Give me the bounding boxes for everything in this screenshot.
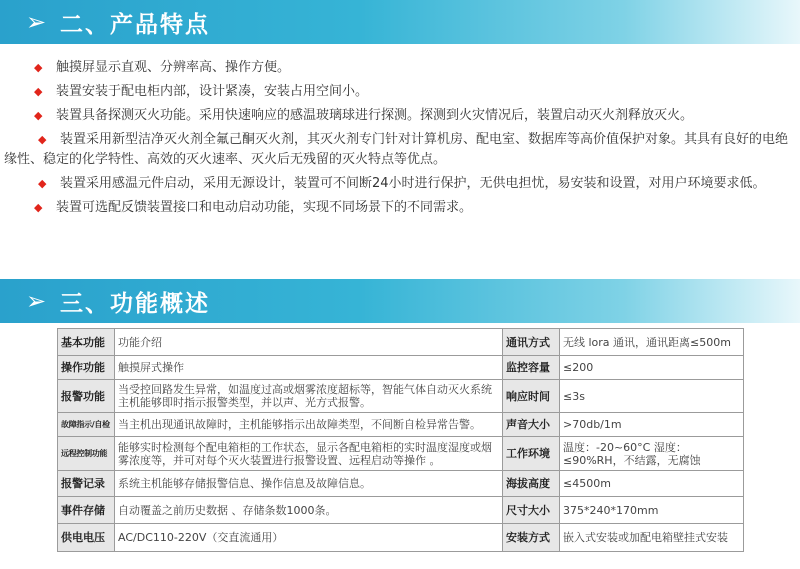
- section-banner-product-features: [0, 0, 800, 44]
- feature-item: ◆ 装置可选配反馈装置接口和电动启动功能，实现不同场景下的不同需求。: [0, 198, 800, 218]
- spec-value: >70db/1m: [560, 413, 744, 437]
- spec-key: 监控容量: [503, 356, 560, 380]
- feature-item: ◆ 装置采用感温元件启动，采用无源设计，装置可不间断24小时进行保护，无供电担忧，易安装和设置，对用户环境要求低。: [0, 174, 800, 194]
- spec-key: 报警记录: [58, 471, 115, 497]
- spec-value: 无线 lora 通讯，通讯距离≤500m: [560, 329, 744, 356]
- spec-key: 安装方式: [503, 524, 560, 552]
- spec-value: 嵌入式安装或加配电箱壁挂式安装: [560, 524, 744, 552]
- spec-value: ≤4500m: [560, 471, 744, 497]
- spec-key: 尺寸大小: [503, 497, 560, 524]
- spec-value: 触摸屏式操作: [115, 356, 503, 380]
- table-row: [58, 356, 744, 380]
- section-banner-function-overview: [0, 279, 800, 323]
- table-row: [58, 471, 744, 497]
- table-row: [58, 329, 744, 356]
- spec-key: 事件存储: [58, 497, 115, 524]
- spec-value: 系统主机能够存储报警信息、操作信息及故障信息。: [115, 471, 503, 497]
- diamond-bullet-icon: ◆: [34, 85, 43, 98]
- spec-value: 功能介绍: [115, 329, 503, 356]
- table-row: [58, 437, 744, 471]
- section-title: 三、功能概述: [60, 290, 210, 317]
- spec-value: ≤3s: [560, 380, 744, 413]
- feature-item: ◆ 装置采用新型洁净灭火剂全氟己酮灭火剂，其灭火剂专门针对计算机房、配电室、数据库等高价值保护对象。其具有良好的电绝缘性、稳定的化学特性、高效的灭火速率、灭火后无残留的灭火特点等优点。: [4, 132, 789, 167]
- spec-value: 能够实时检测每个配电箱柜的工作状态，显示各配电箱柜的实时温度湿度或烟雾浓度等，并可对每个灭火装置进行报警设置、远程启动等操作 。: [115, 437, 503, 471]
- spec-key: 远程控制功能: [58, 437, 115, 471]
- spec-value: AC/DC110-220V（交直流通用）: [115, 524, 503, 552]
- table-row: [58, 497, 744, 524]
- diamond-bullet-icon: ◆: [34, 201, 43, 214]
- spec-key: 操作功能: [58, 356, 115, 380]
- feature-item: ◆ 装置具备探测灭火功能。采用快速响应的感温玻璃球进行探测。探测到火灾情况后，装置启动灭火剂释放灭火。: [0, 106, 800, 126]
- table-row: [58, 380, 744, 413]
- spec-value: 当受控回路发生异常，如温度过高或烟雾浓度超标等，智能气体自动灭火系统主机能够即时指示报警类型，并以声、光方式报警。: [115, 380, 503, 413]
- spec-value: ≤200: [560, 356, 744, 380]
- chevron-right-icon: ➢: [26, 8, 47, 36]
- feature-item: ◆ 触摸屏显示直观、分辨率高、操作方便。: [0, 58, 800, 78]
- spec-value: 自动覆盖之前历史数据 、存储条数1000条。: [115, 497, 503, 524]
- spec-key: 通讯方式: [503, 329, 560, 356]
- feature-item: ◆ 装置安装于配电柜内部，设计紧凑，安装占用空间小。: [0, 82, 800, 102]
- spec-value: 当主机出现通讯故障时，主机能够指示出故障类型，不间断自检异常告警。: [115, 413, 503, 437]
- spec-key: 基本功能: [58, 329, 115, 356]
- spec-value: 375*240*170mm: [560, 497, 744, 524]
- table-row: [58, 524, 744, 552]
- spec-key: 故障指示/自检: [58, 413, 115, 437]
- spec-value: 温度：-20~60°C 湿度：≤90%RH，不结露，无腐蚀: [560, 437, 744, 471]
- spec-key: 工作环境: [503, 437, 560, 471]
- diamond-bullet-icon: ◆: [34, 109, 43, 122]
- section-title: 二、产品特点: [60, 11, 210, 38]
- function-spec-table: [57, 328, 744, 552]
- diamond-bullet-icon: ◆: [38, 133, 47, 146]
- spec-key: 响应时间: [503, 380, 560, 413]
- spec-key: 声音大小: [503, 413, 560, 437]
- spec-key: 海拔高度: [503, 471, 560, 497]
- table-row: [58, 413, 744, 437]
- diamond-bullet-icon: ◆: [34, 61, 43, 74]
- spec-key: 供电电压: [58, 524, 115, 552]
- spec-key: 报警功能: [58, 380, 115, 413]
- feature-list: [0, 58, 800, 222]
- chevron-right-icon: ➢: [26, 287, 47, 315]
- diamond-bullet-icon: ◆: [38, 177, 47, 190]
